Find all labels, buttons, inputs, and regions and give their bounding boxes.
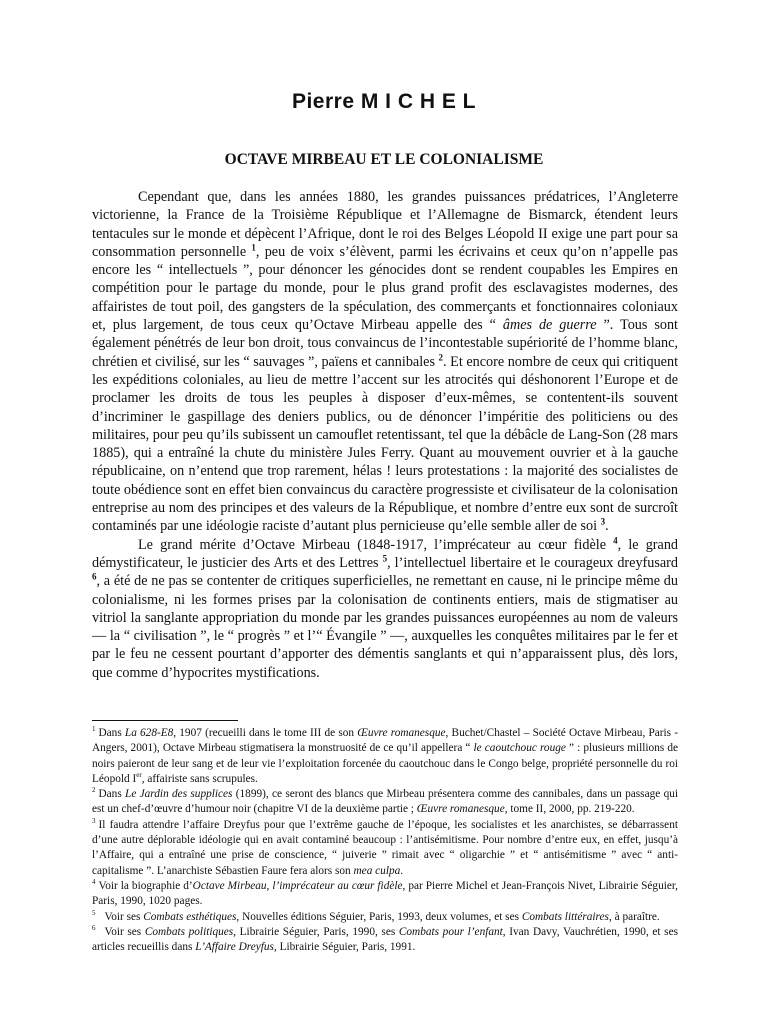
italic-run: Octave Mirbeau, l’imprécateur au cœur fidèle	[192, 879, 403, 892]
footnote-ref-6: 6	[92, 571, 97, 582]
text-run: , 1907 (recueilli dans le tome III de son	[173, 727, 358, 739]
paragraph-2	[92, 536, 678, 682]
footnote-2	[92, 787, 678, 818]
footnote-separator	[92, 720, 238, 721]
text-run: , à paraître.	[608, 910, 660, 923]
footnote-ref-5: 5	[382, 553, 388, 564]
text-run: , Librairie Séguier, Paris, 1991.	[273, 941, 416, 954]
italic-run: L’Affaire Dreyfus	[195, 941, 274, 954]
text-run: , affairiste sans scrupules.	[141, 772, 258, 785]
footnote-number: 5	[92, 908, 96, 917]
text-run: Voir ses	[104, 925, 145, 938]
italic-run: Œuvre romanesque	[357, 727, 446, 739]
footnote-ref-1: 1	[251, 242, 256, 253]
author-name: Pierre M I C H E L	[291, 90, 477, 113]
italic-run: Œuvre romanesque	[416, 803, 505, 816]
italic-run: le caoutchouc rouge	[473, 742, 566, 755]
article-body	[92, 188, 678, 682]
text-run: , le grand démystificateur, le justicier des Arts et des Lettres	[92, 536, 679, 571]
italic-run: Combats pour l’enfant	[398, 925, 503, 938]
text-run: ” : plusieurs millions de noirs paieront de leur sang et de leur vie l’exploitation forcenée du caoutchouc dans le Congo belge, propriété personnelle du roi Léopold I	[92, 742, 679, 785]
text-run: , tome II, 2000, pp. 219-220.	[504, 803, 635, 816]
italic-run: Combats politiques	[144, 925, 234, 938]
text-run: Voir la biographie d’	[98, 879, 193, 892]
text-run: (1899), ce seront des blancs que Mirbeau présentera comme des cannibales, dans un passage qui est un chef-d’œuvre d’humour noir (chapitre VI de la deuxième partie ;	[92, 788, 679, 816]
text-run: Il faudra attendre l’affaire Dreyfus pour que l’extrême gauche de l’époque, les socialistes et les anarchistes, se débarrassent d’une autre déplorable idéologie qui en avait contaminé beaucoup : l’antisémitisme. Pour nombre d’entre eux, en effet, jusqu’à l’Affaire, qui a entraîné une prise de conscience, “ juiverie ” rimait avec “ oligarchie ” et “ antisémitisme ” avec “ anti-capitalisme ”. L’anarchiste Sébastien Faure fera alors son	[92, 818, 678, 877]
footnote-number: 2	[92, 786, 96, 795]
text-run: , Librairie Séguier, Paris, 1990, ses	[233, 925, 399, 938]
footnote-1	[92, 726, 678, 787]
text-run: .	[605, 518, 609, 535]
text-run: , peu de voix s’élèvent, parmi les écrivains et ceux qu’on n’appelle pas encore les “ intellectuels ”, pour dénoncer les génocides dont se rendent coupables les Empires en compétition pour le partage du monde, pour le plus grand profit des esclavagistes modernes, des affairistes de tout poil, des gangsters de la spéculation, des commerçants et fonctionnaires coloniaux et, plus largement, de tous ceux qu’Octave Mirbeau appelle des “	[92, 243, 678, 334]
footnote-5	[92, 910, 678, 925]
paragraph-1	[92, 188, 678, 536]
footnote-number: 6	[92, 924, 96, 933]
article-title: OCTAVE MIRBEAU ET LE COLONIALISME	[224, 151, 544, 168]
italic-run: Combats littéraires	[521, 910, 609, 923]
italic-run: Le Jardin des supplices	[125, 788, 233, 801]
footnote-ref-2: 2	[438, 351, 444, 362]
text-run: , Ivan Davy, Vauchrétien, 1990, et ses articles recueillis dans	[92, 925, 678, 954]
italic-run: La 628-E8	[124, 727, 174, 739]
italic-run: Combats esthétiques	[143, 910, 237, 923]
text-run: , Nouvelles éditions Séguier, Paris, 1993, deux volumes, et ses	[236, 910, 522, 923]
footnote-ref-3: 3	[600, 516, 606, 527]
footnote-number: 1	[92, 725, 96, 734]
footnote-number: 3	[92, 817, 96, 826]
italic-run: mea culpa	[353, 864, 401, 877]
text-run: , a été de ne pas se contenter de critiques superficielles, ne remettant en cause, ni le principe même du colonialisme, ni les formes prises par la colonisation de continents entiers, mais de stigmatiser au vitriol la sanglante appropriation du monde par les grandes puissances européennes au nom de valeurs — la “ civilisation ”, le “ progrès ” et l’“ Évangile ” —, auxquelles les conquêtes militaires par le fer et par le feu ne cessent pourtant d’apporter des démentis sanglants et qui n’apparaissent plus, dès lors, que comme d’hypocrites mystifications.	[92, 573, 678, 681]
footnote-6	[92, 925, 678, 956]
text-run: Le grand mérite d’Octave Mirbeau (1848-1917, l’imprécateur au cœur fidèle	[138, 536, 614, 553]
footnote-ref-4: 4	[613, 534, 618, 545]
footnote-4	[92, 879, 678, 910]
text-run: Dans	[98, 727, 125, 739]
text-run: , l’intellectuel libertaire et le courageux dreyfusard	[387, 554, 679, 571]
superscript: er	[136, 771, 142, 780]
text-run: ”. Tous sont également pénétrés de leur bon droit, tous convaincus de l’incontestable supériorité de l’homme blanc, chrétien et civilisé, sur les “ sauvages ”, païens et cannibales	[92, 317, 678, 370]
text-run: . Et encore nombre de ceux qui critiquent les expéditions coloniales, au lieu de mettre l’accent sur les atrocités qui déshonorent l’Europe et de proclamer les droits de tous les peuples à disposer d’eux-mêmes, se contentent-ils souvent d’incriminer le gaspillage des deniers publics, ou de dénoncer l’impéritie des politiciens ou des militaires, pour peu qu’ils subissent un camouflet retentissant, tel que la débâcle de Lang-Son (28 mars 1885), qui a entraîné la chute du ministère Jules Ferry. Quant au mouvement ouvrier et à la gauche républicaine, on n’entend que trop rarement, hélas ! leurs protestations : la majorité des socialistes de toute obédience sont en effet bien convaincus du caractère progressiste et civilisateur de la colonisation entreprise au nom des principes et des valeurs de la République, et nombre d’entre eux sont de surcroît contaminés par une idéologie raciste d’autant plus pernicieuse qu’elle semble aller de soi	[92, 353, 679, 535]
text-run: , par Pierre Michel et Jean-François Nivet, Librairie Séguier, Paris, 1990, 1020 pages.	[92, 879, 679, 908]
footnotes	[92, 726, 678, 955]
footnote-3	[92, 818, 678, 879]
text-run: Dans	[98, 788, 126, 801]
text-run: Cependant que, dans les années 1880, les grandes puissances prédatrices, l’Angleterre victorienne, la France de la Troisième République et l’Allemagne de Bismarck, étendent leurs tentacules sur le monde et dépècent l’Afrique, dont le roi des Belges Léopold II exige une part pour sa consommation personnelle	[92, 189, 678, 260]
text-run: , Buchet/Chastel – Société Octave Mirbeau, Paris - Angers, 2001), Octave Mirbeau stigmatisera la monstruosité de ce qu’il appellera “	[92, 727, 678, 755]
italic-run: âmes de guerre	[502, 317, 597, 334]
text-run: Voir ses	[104, 910, 144, 923]
footnote-number: 4	[92, 878, 96, 887]
text-run: .	[400, 864, 404, 877]
